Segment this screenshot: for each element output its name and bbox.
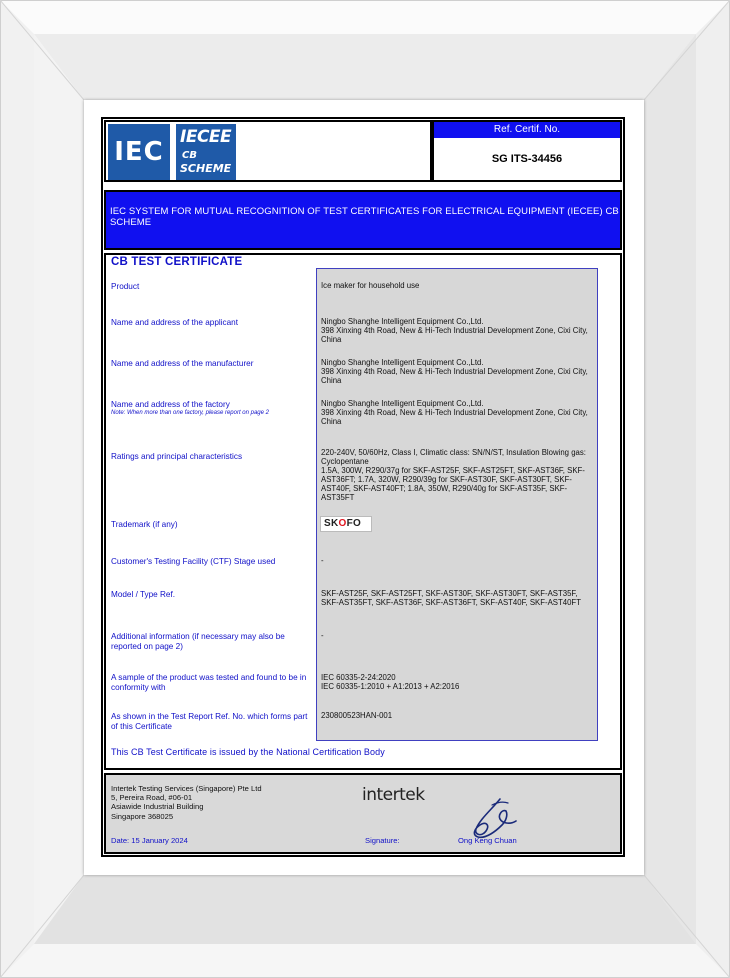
trademark-accent-letter: O (338, 518, 347, 529)
iecee-logo: IECEE CB SCHEME (176, 124, 236, 180)
factory-note: Note: When more than one factory, please report on page 2 (111, 409, 269, 416)
trademark-logo (320, 516, 372, 532)
applicant-value: Ningbo Shanghe Intelligent Equipment Co.,Ltd. 398 Xinxing 4th Road, New & Hi-Tech Industrial Development Zone, Cixi City, China (321, 317, 588, 344)
iec-logo: IEC (108, 124, 170, 180)
factory-label (111, 400, 311, 417)
signature-label: Signature: (365, 836, 400, 845)
trademark-label: Trademark (if any) (111, 520, 178, 529)
intertek-logo: intertek (362, 785, 425, 805)
applicant-label: Name and address of the applicant (111, 318, 238, 327)
trademark-text: SKOFO (324, 518, 362, 529)
certificate-title: CB TEST CERTIFICATE (111, 256, 243, 268)
ratings-value: 220-240V, 50/60Hz, Class I, Climatic class: SN/N/ST, Insulation Blowing gas: Cyclopentane 1.5A, 300W, R290/37g for SKF-AST25F, SKF-AST25FT, SKF-AST36F, SKF-AST36FT; 1.7A, 320W, R290/39g for SKF-AST30F, SKF-AST30FT, SKF-AST40F, SKF-AST40FT; 1.8A, 350W, R290/40g for SKF-AST35F, SKF-AST35FT (321, 448, 586, 502)
signature-image (462, 795, 522, 841)
ref-title: Ref. Certif. No. (434, 122, 620, 138)
report-value: 230800523HAN-001 (321, 711, 393, 720)
factory-label-text: Name and address of the factory (111, 400, 230, 409)
product-value: Ice maker for household use (321, 281, 420, 290)
signer-name: Ong Keng Chuan (458, 836, 517, 845)
issue-date: Date: 15 January 2024 (111, 836, 188, 845)
sample-label: A sample of the product was tested and found to be in conformity with (111, 673, 307, 692)
issuer-address: Intertek Testing Services (Singapore) Pte Ltd 5, Pereira Road, #06-01 Asiawide Industrial Building Singapore 368025 (111, 784, 262, 821)
ctf-value: - (321, 556, 324, 565)
additional-value: - (321, 631, 324, 640)
ratings-label: Ratings and principal characteristics (111, 452, 243, 461)
ref-number: SG ITS-34456 (491, 153, 563, 165)
ctf-label: Customer's Testing Facility (CTF) Stage used (111, 557, 276, 566)
additional-label: Additional information (if necessary may also be reported on page 2) (111, 632, 285, 651)
manufacturer-label: Name and address of the manufacturer (111, 359, 254, 368)
product-label: Product (111, 282, 140, 291)
model-label: Model / Type Ref. (111, 590, 176, 599)
issued-statement: This CB Test Certificate is issued by the National Certification Body (111, 747, 385, 757)
sample-value: IEC 60335-2-24:2020 IEC 60335-1:2010 + A1:2013 + A2:2016 (321, 673, 460, 691)
report-label: As shown in the Test Report Ref. No. which forms part of this Certificate (111, 712, 308, 731)
factory-value: Ningbo Shanghe Intelligent Equipment Co.,Ltd. 398 Xinxing 4th Road, New & Hi-Tech Industrial Development Zone, Cixi City, China (321, 399, 588, 426)
manufacturer-value: Ningbo Shanghe Intelligent Equipment Co.,Ltd. 398 Xinxing 4th Road, New & Hi-Tech Industrial Development Zone, Cixi City, China (321, 358, 588, 385)
system-title: IEC SYSTEM FOR MUTUAL RECOGNITION OF TEST CERTIFICATES FOR ELECTRICAL EQUIPMENT (IECEE) CB SCHEME (110, 206, 619, 228)
model-value: SKF-AST25F, SKF-AST25FT, SKF-AST30F, SKF-AST30FT, SKF-AST35F, SKF-AST35FT, SKF-AST36F, SKF-AST36FT, SKF-AST40F, SKF-AST40FT (321, 589, 581, 607)
